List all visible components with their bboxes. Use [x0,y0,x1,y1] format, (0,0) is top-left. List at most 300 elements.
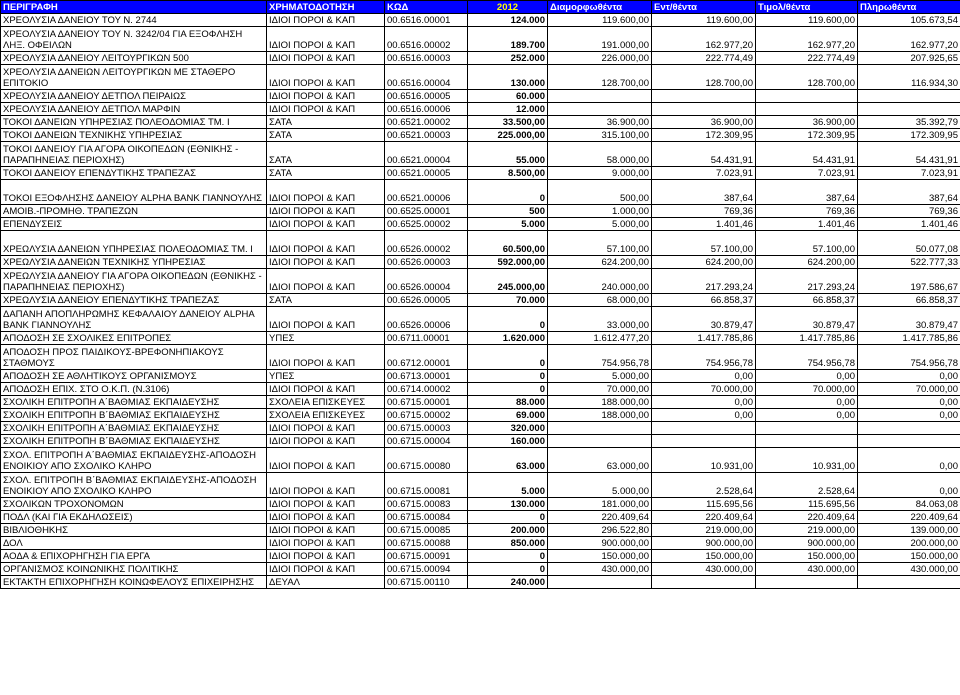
cell-formed: 70.000,00 [548,383,652,396]
table-row [1,422,960,435]
table-row [1,142,960,167]
cell-invoiced: 70.000,00 [756,383,858,396]
table-row [1,537,960,550]
table-row [1,90,960,103]
cell-description: ΤΟΚΟΙ ΔΑΝΕΙΟΥ ΕΠΕΝΔΥΤΙΚΗΣ ΤΡΑΠΕΖΑΣ [1,167,267,180]
cell-formed: 220.409,64 [548,511,652,524]
cell-code: 00.6516.00005 [385,90,468,103]
cell-code: 00.6711.00001 [385,332,468,345]
cell-code: 00.6715.00081 [385,473,468,498]
cell-description: ΣΧΟΛ. ΕΠΙΤΡΟΠΗ Β΄ΒΑΘΜΙΑΣ ΕΚΠΑΙΔΕΥΣΗΣ-ΑΠΟΔΟΣΗ ΕΝΟΙΚΙΟΥ ΑΠΟ ΣΧΟΛΙΚΟ ΚΛΗΡΟ [1,473,267,498]
cell-committed: 128.700,00 [652,65,756,90]
cell-invoiced: 430.000,00 [756,563,858,576]
table-row [1,370,960,383]
cell-code: 00.6526.00002 [385,231,468,256]
cell-year-amount: 320.000 [468,422,548,435]
cell-year-amount: 130.000 [468,65,548,90]
cell-committed: 219.000,00 [652,524,756,537]
cell-year-amount: 33.500,00 [468,116,548,129]
cell-paid: 0,00 [858,396,960,409]
cell-description: ΧΡΕΩΛΥΣΙΑ ΔΑΝΕΙΟΥ ΓΙΑ ΑΓΟΡΑ ΟΙΚΟΠΕΔΩΝ (ΕΘΝΙΚΗΣ - ΠΑΡΑΠΗΝΕΙΑΣ ΠΕΡΙΟΧΗΣ) [1,269,267,294]
cell-committed: 0,00 [652,370,756,383]
cell-formed: 5.000,00 [548,370,652,383]
cell-paid: 754.956,78 [858,345,960,370]
cell-invoiced: 1.417.785,86 [756,332,858,345]
cell-committed: 900.000,00 [652,537,756,550]
cell-invoiced: 66.858,37 [756,294,858,307]
table-row [1,396,960,409]
cell-funding: ΣΑΤΑ [267,129,385,142]
cell-year-amount: 500 [468,205,548,218]
cell-paid: 769,36 [858,205,960,218]
cell-invoiced: 754.956,78 [756,345,858,370]
cell-paid: 30.879,47 [858,307,960,332]
cell-formed: 5.000,00 [548,218,652,231]
cell-description: ΕΚΤΑΚΤΗ ΕΠΙΧΟΡΗΓΗΣΗ ΚΟΙΝΩΦΕΛΟΥΣ ΕΠΙΧΕΙΡΗΣΗΣ [1,576,267,589]
cell-paid: 0,00 [858,448,960,473]
cell-description: ΔΟΛ [1,537,267,550]
cell-year-amount: 225.000,00 [468,129,548,142]
cell-year-amount: 592.000,00 [468,256,548,269]
cell-committed: 7.023,91 [652,167,756,180]
table-row [1,576,960,589]
cell-year-amount: 0 [468,180,548,205]
cell-funding: ΣΑΤΑ [267,142,385,167]
cell-formed [548,422,652,435]
cell-funding: ΣΑΤΑ [267,294,385,307]
cell-description: ΑΜΟΙΒ.-ΠΡΟΜΗΘ. ΤΡΑΠΕΖΩΝ [1,205,267,218]
cell-paid: 207.925,65 [858,52,960,65]
cell-year-amount: 0 [468,511,548,524]
table-row [1,205,960,218]
cell-formed: 36.900,00 [548,116,652,129]
cell-committed: 1.401,46 [652,218,756,231]
cell-invoiced: 162.977,20 [756,27,858,52]
cell-funding: ΙΔΙΟΙ ΠΟΡΟΙ & ΚΑΠ [267,269,385,294]
table-row [1,383,960,396]
cell-committed: 150.000,00 [652,550,756,563]
cell-year-amount: 1.620.000 [468,332,548,345]
cell-committed: 70.000,00 [652,383,756,396]
cell-description: ΑΠΟΔΟΣΗ ΣΕ ΣΧΟΛΙΚΕΣ ΕΠΙΤΡΟΠΕΣ [1,332,267,345]
cell-funding: ΣΑΤΑ [267,167,385,180]
cell-funding: ΔΕΥΑΛ [267,576,385,589]
cell-committed: 10.931,00 [652,448,756,473]
cell-code: 00.6715.00088 [385,537,468,550]
cell-description: ΑΠΟΔΟΣΗ ΣΕ ΑΘΛΗΤΙΚΟΥΣ ΟΡΓΑΝΙΣΜΟΥΣ [1,370,267,383]
cell-paid: 0,00 [858,409,960,422]
cell-formed: 188.000,00 [548,409,652,422]
cell-formed: 5.000,00 [548,473,652,498]
table-row [1,14,960,27]
cell-paid: 162.977,20 [858,27,960,52]
cell-code: 00.6715.00084 [385,511,468,524]
cell-funding: ΙΔΙΟΙ ΠΟΡΟΙ & ΚΑΠ [267,307,385,332]
cell-funding: ΙΔΙΟΙ ΠΟΡΟΙ & ΚΑΠ [267,103,385,116]
table-row [1,524,960,537]
cell-year-amount: 124.000 [468,14,548,27]
cell-funding: ΙΔΙΟΙ ΠΟΡΟΙ & ΚΑΠ [267,498,385,511]
cell-paid: 200.000,00 [858,537,960,550]
cell-code: 00.6516.00001 [385,14,468,27]
cell-paid: 66.858,37 [858,294,960,307]
cell-description: ΑΠΟΔΟΣΗ ΠΡΟΣ ΠΑΙΔΙΚΟΥΣ-ΒΡΕΦΟΝΗΠΙΑΚΟΥΣ ΣΤΑΘΜΟΥΣ [1,345,267,370]
table-row [1,448,960,473]
cell-funding: ΙΔΙΟΙ ΠΟΡΟΙ & ΚΑΠ [267,218,385,231]
cell-committed: 54.431,91 [652,142,756,167]
cell-funding: ΣΧΟΛΕΙΑ ΕΠΙΣΚΕΥΕΣ [267,396,385,409]
cell-code: 00.6712.00001 [385,345,468,370]
cell-committed: 0,00 [652,409,756,422]
cell-code: 00.6715.00085 [385,524,468,537]
cell-code: 00.6526.00006 [385,307,468,332]
cell-funding: ΥΠΕΣ [267,370,385,383]
cell-paid: 7.023,91 [858,167,960,180]
cell-funding: ΥΠΕΣ [267,332,385,345]
table-row [1,511,960,524]
cell-paid: 54.431,91 [858,142,960,167]
header-invoiced: Τιμολ/θέντα [756,1,858,14]
cell-formed [548,576,652,589]
cell-paid: 172.309,95 [858,129,960,142]
cell-code: 00.6715.00001 [385,396,468,409]
cell-description: ΧΡΕΟΛΥΣΙΑ ΔΑΝΕΙΟΥ ΔΕΤΠΟΛ ΠΕΙΡΑΙΩΣ [1,90,267,103]
cell-paid [858,435,960,448]
cell-code: 00.6521.00004 [385,142,468,167]
cell-code: 00.6715.00094 [385,563,468,576]
cell-funding: ΙΔΙΟΙ ΠΟΡΟΙ & ΚΑΠ [267,345,385,370]
cell-formed [548,103,652,116]
cell-code: 00.6516.00002 [385,27,468,52]
cell-year-amount: 12.000 [468,103,548,116]
cell-committed [652,576,756,589]
cell-invoiced: 2.528,64 [756,473,858,498]
cell-funding: ΣΧΟΛΕΙΑ ΕΠΙΣΚΕΥΕΣ [267,409,385,422]
cell-formed: 1.000,00 [548,205,652,218]
cell-paid: 84.063,08 [858,498,960,511]
cell-committed: 36.900,00 [652,116,756,129]
cell-year-amount: 252.000 [468,52,548,65]
cell-committed: 162.977,20 [652,27,756,52]
cell-funding: ΙΔΙΟΙ ΠΟΡΟΙ & ΚΑΠ [267,511,385,524]
cell-description: ΧΡΕΩΛΥΣΙΑ ΔΑΝΕΙΩΝ ΤΕΧΝΙΚΗΣ ΥΠΗΡΕΣΙΑΣ [1,256,267,269]
cell-funding: ΙΔΙΟΙ ΠΟΡΟΙ & ΚΑΠ [267,256,385,269]
cell-committed: 115.695,56 [652,498,756,511]
cell-committed: 624.200,00 [652,256,756,269]
cell-invoiced: 0,00 [756,396,858,409]
cell-description: ΧΡΕΩΛΥΣΙΑ ΔΑΝΕΙΟΥ ΕΠΕΝΔΥΤΙΚΗΣ ΤΡΑΠΕΖΑΣ [1,294,267,307]
cell-year-amount: 160.000 [468,435,548,448]
table-row [1,435,960,448]
cell-code: 00.6516.00006 [385,103,468,116]
cell-committed: 0,00 [652,396,756,409]
cell-code: 00.6715.00003 [385,422,468,435]
cell-paid: 0,00 [858,370,960,383]
cell-funding: ΙΔΙΟΙ ΠΟΡΟΙ & ΚΑΠ [267,537,385,550]
cell-year-amount: 0 [468,383,548,396]
cell-description: ΑΟΔΑ & ΕΠΙΧΟΡΗΓΗΣΗ ΓΙΑ ΕΡΓΑ [1,550,267,563]
cell-paid: 70.000,00 [858,383,960,396]
cell-paid: 35.392,79 [858,116,960,129]
cell-code: 00.6526.00004 [385,269,468,294]
cell-description: ΣΧΟΛ. ΕΠΙΤΡΟΠΗ Α΄ΒΑΘΜΙΑΣ ΕΚΠΑΙΔΕΥΣΗΣ-ΑΠΟΔΟΣΗ ΕΝΟΙΚΙΟΥ ΑΠΟ ΣΧΟΛΙΚΟ ΚΛΗΡΟ [1,448,267,473]
cell-year-amount: 8.500,00 [468,167,548,180]
cell-paid [858,422,960,435]
table-row [1,345,960,370]
cell-description: ΣΧΟΛΙΚΗ ΕΠΙΤΡΟΠΗ Β΄ΒΑΘΜΙΑΣ ΕΚΠΑΙΔΕΥΣΗΣ [1,435,267,448]
cell-funding: ΙΔΙΟΙ ΠΟΡΟΙ & ΚΑΠ [267,563,385,576]
cell-formed: 181.000,00 [548,498,652,511]
cell-description: ΤΟΚΟΙ ΔΑΝΕΙΟΥ ΓΙΑ ΑΓΟΡΑ ΟΙΚΟΠΕΔΩΝ (ΕΘΝΙΚΗΣ - ΠΑΡΑΠΗΝΕΙΑΣ ΠΕΡΙΟΧΗΣ) [1,142,267,167]
cell-paid: 139.000,00 [858,524,960,537]
cell-description: ΣΧΟΛΙΚΩΝ ΤΡΟΧΟΝΟΜΩΝ [1,498,267,511]
cell-funding: ΙΔΙΟΙ ΠΟΡΟΙ & ΚΑΠ [267,180,385,205]
cell-description: ΧΡΕΩΛΥΣΙΑ ΔΑΝΕΙΩΝ ΥΠΗΡΕΣΙΑΣ ΠΟΛΕΟΔΟΜΙΑΣ ΤΜ. Ι [1,231,267,256]
cell-committed [652,90,756,103]
cell-committed: 2.528,64 [652,473,756,498]
cell-code: 00.6525.00002 [385,218,468,231]
cell-year-amount: 55.000 [468,142,548,167]
header-paid: Πληρωθέντα [858,1,960,14]
cell-committed: 430.000,00 [652,563,756,576]
cell-invoiced: 115.695,56 [756,498,858,511]
cell-formed: 754.956,78 [548,345,652,370]
table-row [1,52,960,65]
cell-formed: 9.000,00 [548,167,652,180]
cell-description: ΧΡΕΟΛΥΣΙΑ ΔΑΝΕΙΩΝ ΛΕΙΤΟΥΡΓΙΚΩΝ ΜΕ ΣΤΑΘΕΡΟ ΕΠΙΤΟΚΙΟ [1,65,267,90]
cell-code: 00.6715.00002 [385,409,468,422]
table-row [1,294,960,307]
cell-committed: 172.309,95 [652,129,756,142]
cell-committed: 30.879,47 [652,307,756,332]
cell-invoiced: 0,00 [756,409,858,422]
cell-formed [548,90,652,103]
table-row [1,256,960,269]
cell-funding: ΙΔΙΟΙ ΠΟΡΟΙ & ΚΑΠ [267,65,385,90]
header-committed: Εντ/θέντα [652,1,756,14]
cell-committed: 57.100,00 [652,231,756,256]
table-row [1,218,960,231]
cell-formed: 128.700,00 [548,65,652,90]
cell-committed [652,435,756,448]
cell-invoiced: 387,64 [756,180,858,205]
cell-funding: ΙΔΙΟΙ ΠΟΡΟΙ & ΚΑΠ [267,448,385,473]
cell-year-amount: 5.000 [468,473,548,498]
cell-committed: 66.858,37 [652,294,756,307]
cell-formed: 1.612.477,20 [548,332,652,345]
table-row [1,409,960,422]
table-row [1,180,960,205]
cell-formed: 240.000,00 [548,269,652,294]
cell-formed: 150.000,00 [548,550,652,563]
cell-funding: ΙΔΙΟΙ ΠΟΡΟΙ & ΚΑΠ [267,231,385,256]
cell-code: 00.6715.00004 [385,435,468,448]
cell-funding: ΙΔΙΟΙ ΠΟΡΟΙ & ΚΑΠ [267,473,385,498]
cell-description: ΑΠΟΔΟΣΗ ΕΠΙΧ. ΣΤΟ Ο.Κ.Π. (Ν.3106) [1,383,267,396]
cell-formed: 188.000,00 [548,396,652,409]
cell-invoiced [756,90,858,103]
cell-code: 00.6526.00003 [385,256,468,269]
cell-invoiced: 900.000,00 [756,537,858,550]
cell-code: 00.6715.00083 [385,498,468,511]
cell-code: 00.6715.00080 [385,448,468,473]
cell-description: ΧΡΕΟΛΥΣΙΑ ΔΑΝΕΙΟΥ ΔΕΤΠΟΛ ΜΑΡΦΙΝ [1,103,267,116]
cell-formed [548,435,652,448]
header-year: 2012 [468,1,548,14]
cell-formed: 430.000,00 [548,563,652,576]
cell-committed: 222.774,49 [652,52,756,65]
cell-year-amount: 189.700 [468,27,548,52]
header-formed: Διαμορφωθέντα [548,1,652,14]
cell-year-amount: 69.000 [468,409,548,422]
cell-formed: 315.100,00 [548,129,652,142]
cell-description: ΔΑΠΑΝΗ ΑΠΟΠΛΗΡΩΜΗΣ ΚΕΦΑΛΑΙΟΥ ΔΑΝΕΙΟΥ ALPHA BANK ΓΙΑΝΝΟΥΛΗΣ [1,307,267,332]
cell-funding: ΙΔΙΟΙ ΠΟΡΟΙ & ΚΑΠ [267,524,385,537]
cell-formed: 119.600,00 [548,14,652,27]
cell-invoiced: 222.774,49 [756,52,858,65]
cell-formed: 58.000,00 [548,142,652,167]
cell-committed: 217.293,24 [652,269,756,294]
cell-description: ΤΟΚΟΙ ΕΞΟΦΛΗΣΗΣ ΔΑΝΕΙΟΥ ALPHA BANK ΓΙΑΝΝΟΥΛΗΣ [1,180,267,205]
cell-formed: 33.000,00 [548,307,652,332]
cell-description: ΣΧΟΛΙΚΗ ΕΠΙΤΡΟΠΗ Α΄ΒΑΘΜΙΑΣ ΕΚΠΑΙΔΕΥΣΗΣ [1,422,267,435]
cell-formed: 68.000,00 [548,294,652,307]
table-row [1,332,960,345]
table-row [1,473,960,498]
cell-invoiced: 54.431,91 [756,142,858,167]
cell-code: 00.6521.00005 [385,167,468,180]
cell-description: ΣΧΟΛΙΚΗ ΕΠΙΤΡΟΠΗ Α΄ΒΑΘΜΙΑΣ ΕΚΠΑΙΔΕΥΣΗΣ [1,396,267,409]
cell-funding: ΙΔΙΟΙ ΠΟΡΟΙ & ΚΑΠ [267,205,385,218]
cell-invoiced [756,103,858,116]
cell-code: 00.6713.00001 [385,370,468,383]
cell-committed: 769,36 [652,205,756,218]
cell-code: 00.6525.00001 [385,205,468,218]
cell-description: ΠΟΔΛ (ΚΑΙ ΓΙΑ ΕΚΔΗΛΩΣΕΙΣ) [1,511,267,524]
cell-invoiced: 624.200,00 [756,256,858,269]
table-body [1,14,960,589]
cell-code: 00.6521.00006 [385,180,468,205]
cell-year-amount: 130.000 [468,498,548,511]
cell-committed [652,422,756,435]
cell-year-amount: 245.000,00 [468,269,548,294]
cell-paid [858,103,960,116]
cell-paid: 0,00 [858,473,960,498]
table-row [1,269,960,294]
cell-description: ΤΟΚΟΙ ΔΑΝΕΙΩΝ ΤΕΧΝΙΚΗΣ ΥΠΗΡΕΣΙΑΣ [1,129,267,142]
cell-committed: 754.956,78 [652,345,756,370]
cell-formed: 191.000,00 [548,27,652,52]
cell-invoiced: 30.879,47 [756,307,858,332]
cell-formed: 57.100,00 [548,231,652,256]
cell-code: 00.6516.00003 [385,52,468,65]
cell-formed: 63.000,00 [548,448,652,473]
table-row [1,167,960,180]
cell-code: 00.6521.00002 [385,116,468,129]
cell-description: ΧΡΕΟΛΥΣΙΑ ΔΑΝΕΙΟΥ ΛΕΙΤΟΥΡΓΙΚΩΝ 500 [1,52,267,65]
header-description: ΠΕΡΙΓΡΑΦΗ [1,1,267,14]
cell-invoiced: 172.309,95 [756,129,858,142]
cell-year-amount: 0 [468,370,548,383]
cell-year-amount: 0 [468,345,548,370]
cell-invoiced: 1.401,46 [756,218,858,231]
cell-code: 00.6715.00110 [385,576,468,589]
cell-invoiced: 36.900,00 [756,116,858,129]
cell-code: 00.6516.00004 [385,65,468,90]
cell-year-amount: 0 [468,563,548,576]
cell-paid [858,90,960,103]
cell-paid: 220.409,64 [858,511,960,524]
cell-description: ΧΡΕΟΛΥΣΙΑ ΔΑΝΕΙΟΥ ΤΟΥ Ν. 2744 [1,14,267,27]
cell-funding: ΙΔΙΟΙ ΠΟΡΟΙ & ΚΑΠ [267,52,385,65]
cell-code: 00.6714.00002 [385,383,468,396]
cell-committed [652,103,756,116]
header-funding: ΧΡΗΜΑΤΟΔΟΤΗΣΗ [267,1,385,14]
cell-description: ΤΟΚΟΙ ΔΑΝΕΙΩΝ ΥΠΗΡΕΣΙΑΣ ΠΟΛΕΟΔΟΜΙΑΣ ΤΜ. Ι [1,116,267,129]
cell-invoiced: 769,36 [756,205,858,218]
cell-year-amount: 63.000 [468,448,548,473]
cell-paid [858,576,960,589]
cell-year-amount: 70.000 [468,294,548,307]
cell-invoiced: 7.023,91 [756,167,858,180]
cell-formed: 900.000,00 [548,537,652,550]
cell-paid: 522.777,33 [858,256,960,269]
cell-funding: ΙΔΙΟΙ ΠΟΡΟΙ & ΚΑΠ [267,550,385,563]
cell-funding: ΙΔΙΟΙ ΠΟΡΟΙ & ΚΑΠ [267,27,385,52]
cell-code: 00.6526.00005 [385,294,468,307]
cell-year-amount: 60.000 [468,90,548,103]
cell-invoiced: 128.700,00 [756,65,858,90]
cell-invoiced: 57.100,00 [756,231,858,256]
cell-year-amount: 200.000 [468,524,548,537]
cell-invoiced [756,422,858,435]
cell-funding: ΙΔΙΟΙ ΠΟΡΟΙ & ΚΑΠ [267,90,385,103]
table-row [1,27,960,52]
cell-description: ΟΡΓΑΝΙΣΜΟΣ ΚΟΙΝΩΝΙΚΗΣ ΠΟΛΙΤΙΚΗΣ [1,563,267,576]
cell-invoiced: 0,00 [756,370,858,383]
cell-funding: ΙΔΙΟΙ ΠΟΡΟΙ & ΚΑΠ [267,383,385,396]
cell-formed: 500,00 [548,180,652,205]
cell-paid: 197.586,67 [858,269,960,294]
cell-funding: ΙΔΙΟΙ ΠΟΡΟΙ & ΚΑΠ [267,435,385,448]
cell-invoiced: 217.293,24 [756,269,858,294]
cell-invoiced: 119.600,00 [756,14,858,27]
cell-funding: ΙΔΙΟΙ ΠΟΡΟΙ & ΚΑΠ [267,422,385,435]
cell-paid: 50.077,08 [858,231,960,256]
cell-invoiced [756,435,858,448]
cell-description: ΕΠΕΝΔΥΣΕΙΣ [1,218,267,231]
cell-description: ΧΡΕΟΛΥΣΙΑ ΔΑΝΕΙΟΥ ΤΟΥ Ν. 3242/04 ΓΙΑ ΕΞΟΦΛΗΣΗ ΛΗΞ. ΟΦΕΙΛΩΝ [1,27,267,52]
cell-paid: 150.000,00 [858,550,960,563]
table-row [1,550,960,563]
cell-paid: 387,64 [858,180,960,205]
cell-year-amount: 5.000 [468,218,548,231]
table-row [1,231,960,256]
cell-year-amount: 240.000 [468,576,548,589]
cell-year-amount: 850.000 [468,537,548,550]
cell-paid: 105.673,54 [858,14,960,27]
cell-invoiced: 10.931,00 [756,448,858,473]
cell-code: 00.6521.00003 [385,129,468,142]
cell-committed: 119.600,00 [652,14,756,27]
table-row [1,498,960,511]
cell-committed: 387,64 [652,180,756,205]
header-row [1,1,960,14]
cell-paid: 1.417.785,86 [858,332,960,345]
table-row [1,116,960,129]
table-row [1,563,960,576]
cell-code: 00.6715.00091 [385,550,468,563]
